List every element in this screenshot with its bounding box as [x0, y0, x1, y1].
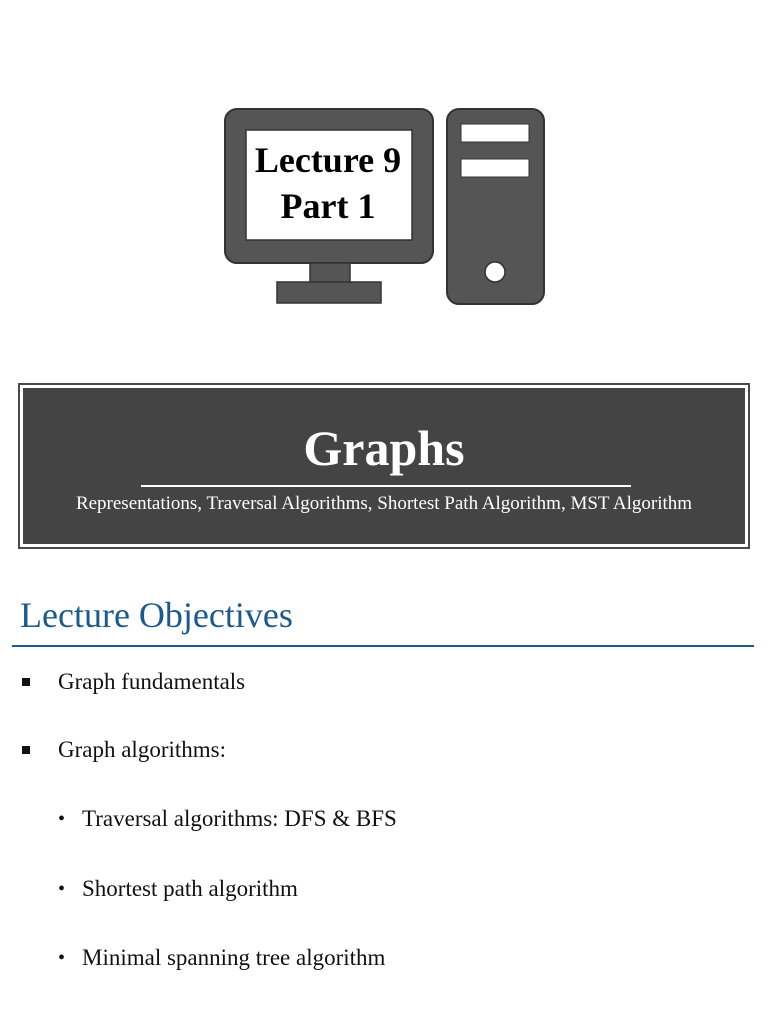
- round-bullet-icon: •: [58, 878, 66, 900]
- tower-icon: [447, 109, 544, 304]
- title-banner-inner: [23, 388, 745, 544]
- square-bullet-icon: [22, 678, 30, 686]
- list-item: Graph algorithms:: [58, 737, 226, 762]
- square-bullet-icon: [22, 746, 30, 754]
- objectives-divider: [12, 645, 754, 647]
- list-item: Graph fundamentals: [58, 669, 246, 694]
- page-title: Graphs: [303, 420, 465, 476]
- round-bullet-icon: •: [58, 947, 66, 969]
- sub-list-item: Traversal algorithms: DFS & BFS: [82, 806, 397, 831]
- sub-list-item: Shortest path algorithm: [82, 876, 298, 901]
- lecture-number: Lecture 9: [254, 140, 402, 180]
- lecture-label: [246, 137, 410, 229]
- objectives-heading: Lecture Objectives: [20, 595, 293, 635]
- title-banner: [18, 383, 750, 549]
- title-divider: [141, 485, 631, 487]
- sub-list-item: Minimal spanning tree algorithm: [82, 945, 386, 970]
- page-subtitle: Representations, Traversal Algorithms, Shortest Path Algorithm, MST Algorithm: [75, 493, 693, 514]
- lecture-part: Part 1: [280, 186, 376, 226]
- round-bullet-icon: •: [58, 808, 66, 830]
